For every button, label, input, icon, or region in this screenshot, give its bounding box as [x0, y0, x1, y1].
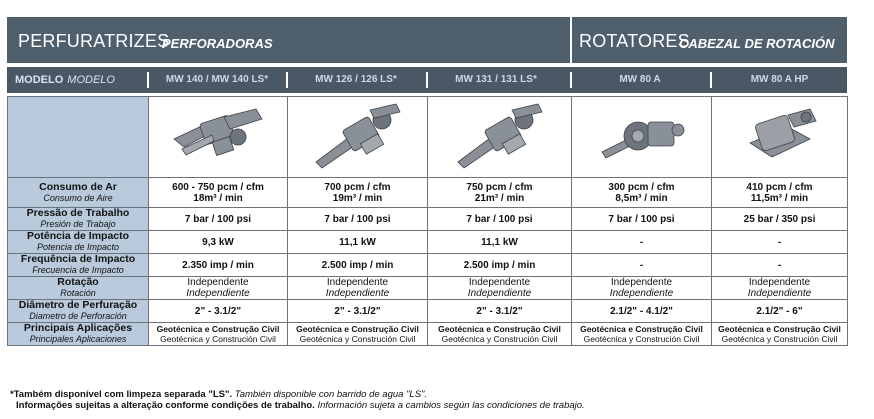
table-cell — [428, 178, 572, 208]
table-cell — [572, 178, 712, 208]
row-label-pt: Consumo de Ar — [39, 180, 117, 193]
table-cell — [428, 300, 572, 323]
cell-line: 750 pcm / cfm — [466, 181, 533, 193]
title-perfuratrizes: PERFURATRIZES — [18, 31, 170, 51]
cell-value: 2" - 3.1/2" — [194, 305, 242, 317]
cell-value: 7 bar / 100 psi — [184, 213, 252, 225]
model-name: MW 126 / 126 LS* — [315, 74, 397, 85]
drill-machine-icon — [168, 105, 268, 167]
table-row — [8, 231, 848, 254]
table-cell — [288, 208, 428, 231]
cell-line: Independiente — [609, 288, 674, 299]
rotator-head-icon — [592, 106, 692, 166]
title-cabezal: CABEZAL DE ROTACIÓN — [679, 36, 835, 51]
table-cell — [149, 254, 288, 277]
image-row — [8, 97, 848, 178]
title-divider — [570, 17, 572, 63]
table-cell — [712, 323, 848, 346]
rotator-hp-icon — [730, 103, 830, 169]
table-cell — [149, 300, 288, 323]
cell-line: Independente — [468, 277, 531, 288]
cell-value: 7 bar / 100 psi — [466, 213, 533, 225]
product-image-cell — [149, 97, 288, 178]
table-cell — [149, 323, 288, 346]
cell-line: Independiente — [467, 288, 532, 299]
cell-value: - — [777, 236, 782, 248]
cell-line: Geotécnica e Construção Civil — [438, 324, 561, 334]
footnote-line-1 — [10, 389, 585, 400]
table-cell — [572, 300, 712, 323]
product-image-cell — [428, 97, 572, 178]
row-label-es: Diametro de Perforación — [29, 311, 127, 321]
table-cell — [712, 254, 848, 277]
title-rotatores: ROTATORES — [579, 31, 690, 51]
image-label-cell — [8, 97, 149, 178]
table-cell — [149, 231, 288, 254]
cell-line: Independiente — [186, 288, 250, 299]
table-cell — [712, 178, 848, 208]
cell-value: - — [777, 259, 782, 271]
row-label — [8, 323, 149, 346]
table-cell — [712, 300, 848, 323]
table-cell — [712, 231, 848, 254]
table-cell — [288, 323, 428, 346]
row-label-pt: Rotação — [57, 276, 99, 288]
cell-line: Geotécnica y Construción Civil — [441, 334, 558, 344]
table-cell — [712, 277, 848, 300]
cell-value: 2.500 imp / min — [321, 259, 394, 271]
model-label — [15, 67, 145, 93]
table-cell — [149, 208, 288, 231]
model-name: MW 80 A HP — [750, 74, 809, 85]
table-cell — [428, 277, 572, 300]
table-row — [8, 254, 848, 277]
cell-value: 9,3 kW — [202, 236, 234, 248]
cell-line: 19m³ / min — [332, 192, 383, 204]
cell-line: Geotécnica y Construción Civil — [583, 334, 700, 344]
model-label-es: MODELO — [67, 74, 115, 86]
drill-machine-icon — [308, 102, 408, 170]
table-cell — [288, 300, 428, 323]
table-cell — [149, 277, 288, 300]
spec-table — [7, 96, 848, 346]
footnote-pt: *Também disponível com limpeza separada "LS". — [10, 389, 233, 400]
row-label — [8, 277, 149, 300]
row-label — [8, 231, 149, 254]
cell-value: 11,1 kW — [339, 236, 376, 248]
cell-line: Geotécnica y Construción Civil — [721, 334, 838, 344]
cell-line: Independiente — [747, 288, 812, 299]
cell-value: - — [639, 236, 644, 248]
cell-line: Geotécnica e Construção Civil — [718, 324, 841, 334]
table-cell — [149, 178, 288, 208]
row-label — [8, 254, 149, 277]
table-cell — [428, 323, 572, 346]
row-label-es: Rotación — [60, 288, 96, 298]
cell-line: 600 - 750 pcm / cfm — [172, 181, 264, 193]
table-row — [8, 208, 848, 231]
cell-value: 2.500 imp / min — [463, 259, 536, 271]
title-bar — [7, 17, 847, 63]
table-row — [8, 277, 848, 300]
footnote-line-2 — [10, 400, 585, 411]
product-image-cell — [712, 97, 848, 178]
cell-value: 2.1/2" - 6" — [756, 305, 803, 317]
cell-value: 2" - 3.1/2" — [334, 305, 381, 317]
cell-line: Independente — [748, 277, 811, 288]
row-label-pt: Principais Aplicações — [23, 322, 133, 334]
row-label-es: Presión de Trabajo — [40, 219, 116, 229]
table-row — [8, 178, 848, 208]
table-cell — [288, 178, 428, 208]
title-perforadoras: PERFORADORAS — [162, 36, 273, 51]
table-cell — [572, 231, 712, 254]
cell-line: Geotécnica e Construção Civil — [296, 324, 419, 334]
table-cell — [288, 254, 428, 277]
cell-line: Geotécnica y Construción Civil — [299, 334, 416, 344]
cell-line: Independente — [610, 277, 673, 288]
cell-line: Independente — [326, 277, 389, 288]
footnote-pt: Informações sujeitas a alteração conforme condições de trabalho. — [16, 400, 315, 411]
model-label-pt: MODELO — [15, 74, 64, 86]
table-cell — [712, 208, 848, 231]
cell-value: 7 bar / 100 psi — [608, 213, 675, 225]
row-label-pt: Potência de Impacto — [26, 230, 130, 242]
table-cell — [428, 254, 572, 277]
cell-value: 2.1/2" - 4.1/2" — [610, 305, 673, 317]
table-row — [8, 323, 848, 346]
footnote-es: Información sujeta a cambios según las condiciones de trabajo. — [317, 400, 585, 411]
table-cell — [572, 208, 712, 231]
cell-value: 11,1 kW — [481, 236, 518, 248]
product-image-cell — [288, 97, 428, 178]
row-label — [8, 178, 149, 208]
row-label — [8, 300, 149, 323]
table-cell — [572, 277, 712, 300]
footnote — [10, 389, 585, 411]
cell-line: Geotécnica y Construción Civil — [160, 334, 276, 344]
footnote-es: También disponible con barrido de agua "LS". — [234, 389, 428, 400]
row-label-es: Potencia de Impacto — [36, 242, 120, 252]
cell-value: - — [639, 259, 644, 271]
table-cell — [288, 231, 428, 254]
cell-line: 18m³ / min — [193, 192, 243, 204]
model-name: MW 80 A — [619, 74, 661, 85]
row-label-pt: Diâmetro de Perfuração — [18, 299, 138, 311]
cell-line: Independiente — [325, 288, 390, 299]
model-name: MW 140 / MW 140 LS* — [165, 74, 269, 85]
row-label-es: Principales Aplicaciones — [29, 334, 127, 344]
row-label — [8, 208, 149, 231]
cell-line: Independente — [187, 277, 249, 288]
cell-line: 21m³ / min — [474, 192, 525, 204]
cell-value: 2" - 3.1/2" — [476, 305, 523, 317]
cell-line: 11,5m³ / min — [750, 192, 809, 204]
table-cell — [428, 208, 572, 231]
model-name: MW 131 / 131 LS* — [455, 74, 537, 85]
spec-sheet — [7, 17, 847, 346]
table-cell — [428, 231, 572, 254]
model-header-row — [7, 67, 847, 93]
row-label-pt: Frequência de Impacto — [20, 253, 136, 265]
table-cell — [572, 254, 712, 277]
table-row — [8, 300, 848, 323]
cell-line: Geotécnica e Construção Civil — [580, 324, 703, 334]
cell-line: Geotécnica e Construção Civil — [156, 324, 280, 334]
cell-value: 25 bar / 350 psi — [743, 213, 816, 225]
cell-line: 700 pcm / cfm — [324, 181, 391, 193]
cell-value: 7 bar / 100 psi — [324, 213, 391, 225]
cell-line: 8,5m³ / min — [615, 192, 668, 204]
product-image-cell — [572, 97, 712, 178]
row-label-pt: Pressão de Trabalho — [26, 207, 130, 219]
table-cell — [572, 323, 712, 346]
cell-line: 300 pcm / cfm — [608, 181, 675, 193]
table-cell — [288, 277, 428, 300]
drill-machine-icon — [450, 102, 550, 170]
cell-value: 2.350 imp / min — [182, 259, 254, 271]
cell-line: 410 pcm / cfm — [746, 181, 813, 193]
row-label-es: Consumo de Aire — [43, 192, 113, 203]
row-label-es: Frecuencia de Impacto — [32, 265, 124, 275]
